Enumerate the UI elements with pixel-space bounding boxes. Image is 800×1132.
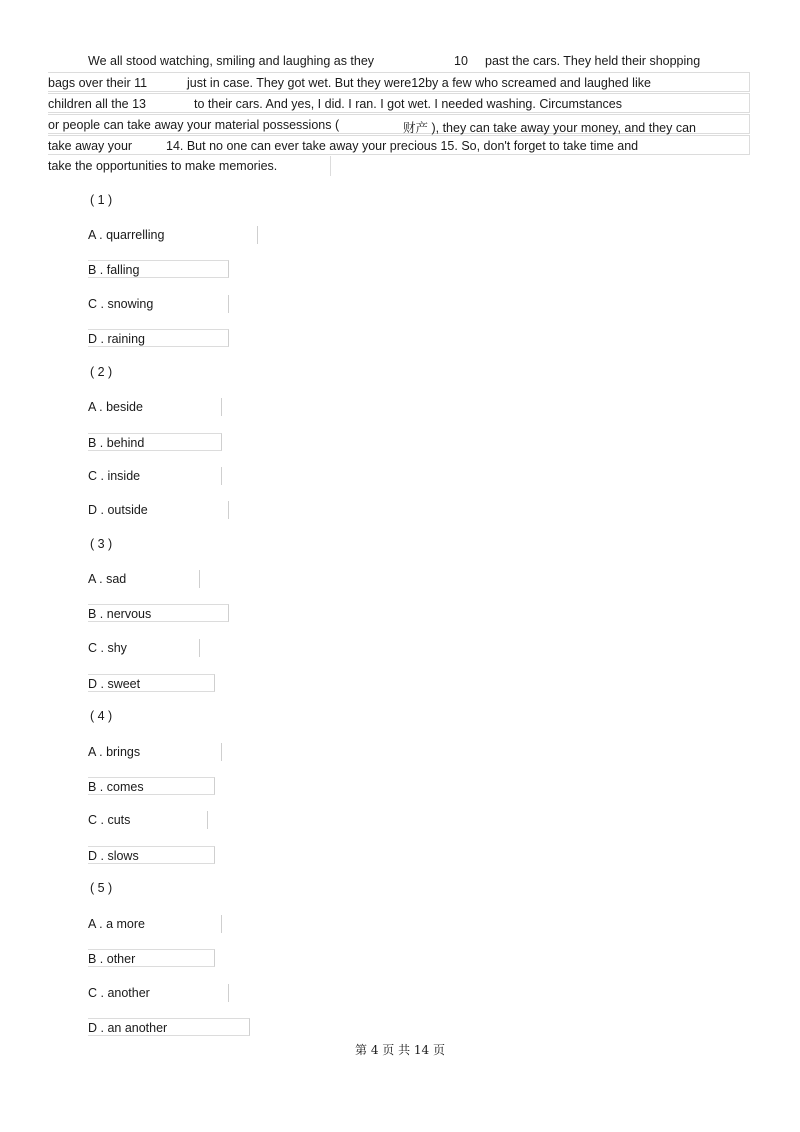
option-b[interactable]: B . nervous: [88, 604, 229, 622]
passage-text: just in case. They got wet. But they were12by a few who screamed and laughed like: [187, 76, 651, 90]
question-number: ( 2 ): [90, 365, 113, 379]
passage-text: take away your: [48, 139, 133, 153]
option-a[interactable]: A . a more: [88, 915, 222, 933]
passage-text: bags over their 11: [48, 76, 148, 90]
passage-line-4: [48, 114, 750, 134]
option-c[interactable]: C . shy: [88, 639, 200, 657]
passage-line-1: [48, 51, 750, 71]
page-footer: 第 4 页 共 14 页: [355, 1043, 445, 1057]
blank-number: 10: [454, 54, 468, 68]
question-number: ( 1 ): [90, 193, 113, 207]
passage-line-2: [48, 72, 750, 92]
option-c[interactable]: C . snowing: [88, 295, 229, 313]
passage-text: or people can take away your material possessions (: [48, 118, 340, 132]
passage-line-3: [48, 93, 750, 113]
option-d[interactable]: D . slows: [88, 846, 215, 864]
option-d[interactable]: D . raining: [88, 329, 229, 347]
passage-line-6: [48, 156, 331, 176]
option-a[interactable]: A . beside: [88, 398, 222, 416]
option-a[interactable]: A . quarrelling: [88, 226, 258, 244]
option-c[interactable]: C . another: [88, 984, 229, 1002]
option-b[interactable]: B . comes: [88, 777, 215, 795]
option-c[interactable]: C . inside: [88, 467, 222, 485]
question-number: ( 4 ): [90, 709, 113, 723]
passage-text: We all stood watching, smiling and laughing as they: [88, 54, 375, 68]
option-d[interactable]: D . an another: [88, 1018, 250, 1036]
option-d[interactable]: D . outside: [88, 501, 229, 519]
passage-text: 14. But no one can ever take away your precious 15. So, don't forget to take time and: [166, 139, 639, 153]
passage-text: children all the 13: [48, 97, 146, 111]
passage-text: past the cars. They held their shopping: [485, 54, 701, 68]
passage-text: take the opportunities to make memories.: [48, 159, 278, 173]
option-d[interactable]: D . sweet: [88, 674, 215, 692]
option-c[interactable]: C . cuts: [88, 811, 208, 829]
passage-text: to their cars. And yes, I did. I ran. I got wet. I needed washing. Circumstances: [194, 97, 622, 111]
passage-text: 财产 ), they can take away your money, and they can: [403, 121, 696, 135]
passage-line-5: [48, 135, 750, 155]
question-number: ( 3 ): [90, 537, 113, 551]
question-number: ( 5 ): [90, 881, 113, 895]
option-b[interactable]: B . behind: [88, 433, 222, 451]
option-a[interactable]: A . sad: [88, 570, 200, 588]
option-a[interactable]: A . brings: [88, 743, 222, 761]
option-b[interactable]: B . falling: [88, 260, 229, 278]
option-b[interactable]: B . other: [88, 949, 215, 967]
